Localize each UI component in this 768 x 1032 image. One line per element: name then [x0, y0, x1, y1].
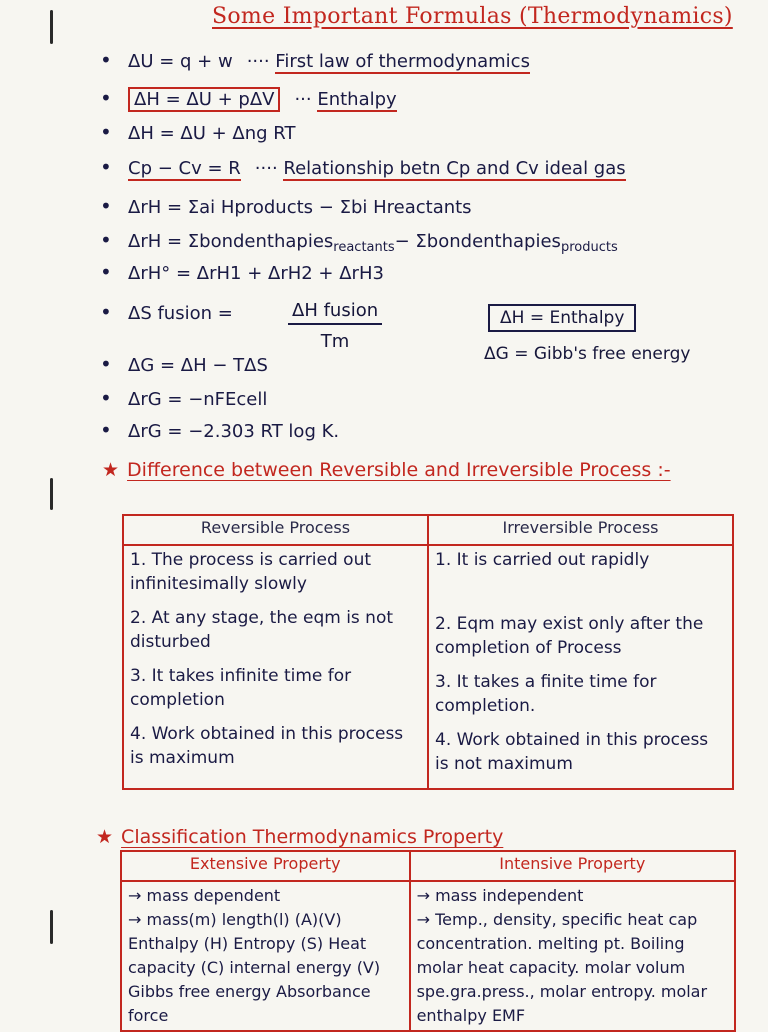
formula-row: • ΔrH° = ΔrH1 + ΔrH2 + ΔrH3 [100, 260, 384, 284]
list-item: 2. At any stage, the eqm is not disturbed [130, 608, 394, 652]
bullet-icon: • [100, 48, 112, 72]
bullet-icon: • [100, 86, 112, 110]
formula-description: Enthalpy [317, 89, 397, 110]
formula-row: • ΔH = ΔU + Δng RT [100, 120, 296, 144]
formula-row: • ΔrG = −2.303 RT log K. [100, 418, 340, 442]
bullet-icon: • [100, 386, 112, 410]
reversible-table [122, 514, 734, 790]
property-table [120, 850, 736, 1032]
list-item: 3. It takes infinite time for completion [130, 666, 352, 710]
list-item: 4. Work obtained in this process is maximum [130, 724, 404, 768]
list-item: 2. Eqm may exist only after the completion of Process [435, 614, 704, 658]
star-icon: ★ [102, 459, 120, 481]
formula-row: • ΔrG = −nFEcell [100, 386, 268, 410]
star-icon: ★ [96, 826, 114, 848]
bullet-icon: • [100, 155, 112, 179]
section-heading: ★ Classification Thermodynamics Property [96, 826, 504, 848]
table-cell: → mass dependent → mass(m) length(l) (A)(V) Enthalpy (H) Entropy (S) Heat capacity (C) internal energy (V) Gibbs free energy Absorbance force [121, 881, 410, 1031]
bullet-icon: • [100, 228, 112, 252]
table-cell [428, 545, 733, 789]
column-header: Intensive Property [410, 851, 735, 881]
margin-mark [50, 910, 53, 944]
formula-row: • ΔG = ΔH − TΔS [100, 352, 268, 376]
formula-row: • ΔS fusion = [100, 300, 233, 324]
list-item: 1. The process is carried out infinitesimally slowly [130, 550, 372, 594]
table-cell [123, 545, 428, 789]
bullet-icon: • [100, 352, 112, 376]
list-item: 3. It takes a finite time for completion. [435, 672, 657, 716]
bullet-icon: • [100, 120, 112, 144]
bullet-icon: • [100, 418, 112, 442]
margin-mark [50, 478, 53, 510]
formula-row: • Cp − Cv = R ···· Relationship betn Cp and Cv ideal gas [100, 155, 626, 179]
margin-mark [50, 10, 53, 44]
formula-description: First law of thermodynamics [275, 51, 530, 72]
bullet-icon: • [100, 194, 112, 218]
list-item: 1. It is carried out rapidly [435, 550, 650, 570]
formula-row: • ΔrH = Σbondenthapies$_{reactants}$− Σbondenthapies$_{products}$ [100, 228, 618, 255]
column-header: Reversible Process [123, 515, 428, 545]
page-title: Some Important Formulas (Thermodynamics) [212, 4, 733, 29]
column-header: Irreversible Process [428, 515, 733, 545]
bullet-icon: • [100, 260, 112, 284]
formula-row: • ΔU = q + w ···· First law of thermodynamics [100, 48, 530, 72]
column-header: Extensive Property [121, 851, 410, 881]
formula-row: • ΔH = ΔU + pΔV ··· Enthalpy [100, 86, 397, 110]
fusion-fraction: ΔH fusion Tm [288, 300, 382, 352]
formula-row: • ΔrH = Σai Hproducts − Σbi Hreactants [100, 194, 472, 218]
formula-description: Relationship betn Cp and Cv ideal gas [283, 158, 626, 179]
section-heading: ★ Difference between Reversible and Irreversible Process :- [102, 459, 671, 481]
list-item: 4. Work obtained in this process is not maximum [435, 730, 709, 774]
table-cell: → mass independent → Temp., density, specific heat cap concentration. melting pt. Boiling molar heat capacity. molar volum spe.gra.press., molar entropy. molar enthalpy EMF [410, 881, 735, 1031]
bullet-icon: • [100, 300, 112, 324]
side-note: ΔH = Enthalpy ΔG = Gibb's free energy [488, 304, 690, 364]
